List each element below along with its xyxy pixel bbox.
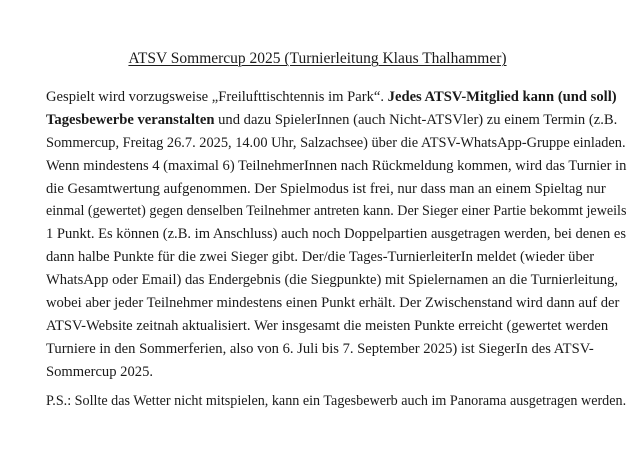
document-body <box>46 86 627 384</box>
body-line <box>46 292 621 315</box>
bold-text-segment: Jedes ATSV-Mitglied kann (und soll) <box>387 89 617 105</box>
text-segment: ATSV-Website zeitnah aktualisiert. Wer insgesamt die meisten Punkte erreicht (gewertet werden <box>46 317 609 334</box>
text-segment: die Gesamtwertung aufgenommen. Der Spielmodus ist frei, nur dass man an einem Spieltag nur <box>46 180 606 197</box>
text-segment: Sommercup 2025. <box>46 363 154 380</box>
document-title-text: ATSV Sommercup 2025 (Turnierleitung Klaus Thalhammer) <box>128 50 507 67</box>
body-line <box>46 338 621 361</box>
text-segment: einmal (gewertet) gegen denselben Teilnehmer antreten kann. Der Sieger einer Partie bekommt jeweils <box>46 203 627 220</box>
body-line <box>46 109 621 132</box>
body-line <box>46 246 621 269</box>
document-title <box>0 49 635 69</box>
text-segment: Wenn mindestens 4 (maximal 6) TeilnehmerInnen nach Rückmeldung kommen, wird das Turnier in <box>46 157 627 174</box>
body-line <box>46 269 621 292</box>
body-line <box>46 361 621 384</box>
body-line <box>46 200 626 223</box>
bold-text-segment: Tagesbewerbe veranstalten <box>46 111 215 128</box>
text-segment: wobei aber jeder Teilnehmer mindestens einen Punkt erhält. Der Zwischenstand wird dann auf der <box>46 295 620 312</box>
postscript: P.S.: Sollte das Wetter nicht mitspielen, kann ein Tagesbewerb auch im Panorama ausgetragen werden. <box>46 393 627 409</box>
text-segment: und dazu SpielerInnen (auch Nicht-ATSVler) zu einem Termin (z.B. <box>214 111 618 128</box>
text-segment: Gespielt wird vorzugsweise „Freilufttischtennis im Park“. <box>46 89 388 105</box>
text-segment: Turniere in den Sommerferien, also von 6. Juli bis 7. September 2025) ist SiegerIn des ATSV- <box>46 340 594 357</box>
body-line <box>46 223 626 246</box>
body-line <box>46 178 621 201</box>
text-segment: Sommercup, Freitag 26.7. 2025, 14.00 Uhr, Salzachsee) über die ATSV-WhatsApp-Gruppe einladen. <box>46 134 626 151</box>
body-line <box>46 155 626 178</box>
text-segment: dann halbe Punkte für die zwei Sieger gibt. Der/die Tages-TurnierleiterIn meldet (wieder über <box>46 249 595 266</box>
body-line <box>46 315 621 338</box>
body-line <box>46 132 626 155</box>
text-segment: 1 Punkt. Es können (z.B. im Anschluss) auch noch Doppelpartien ausgetragen werden, bei denen es <box>46 226 627 243</box>
body-line <box>46 86 621 109</box>
text-segment: WhatsApp oder Email) das Endergebnis (die Siegpunkte) mit Spielernamen an die Turnierleitung, <box>46 272 619 289</box>
